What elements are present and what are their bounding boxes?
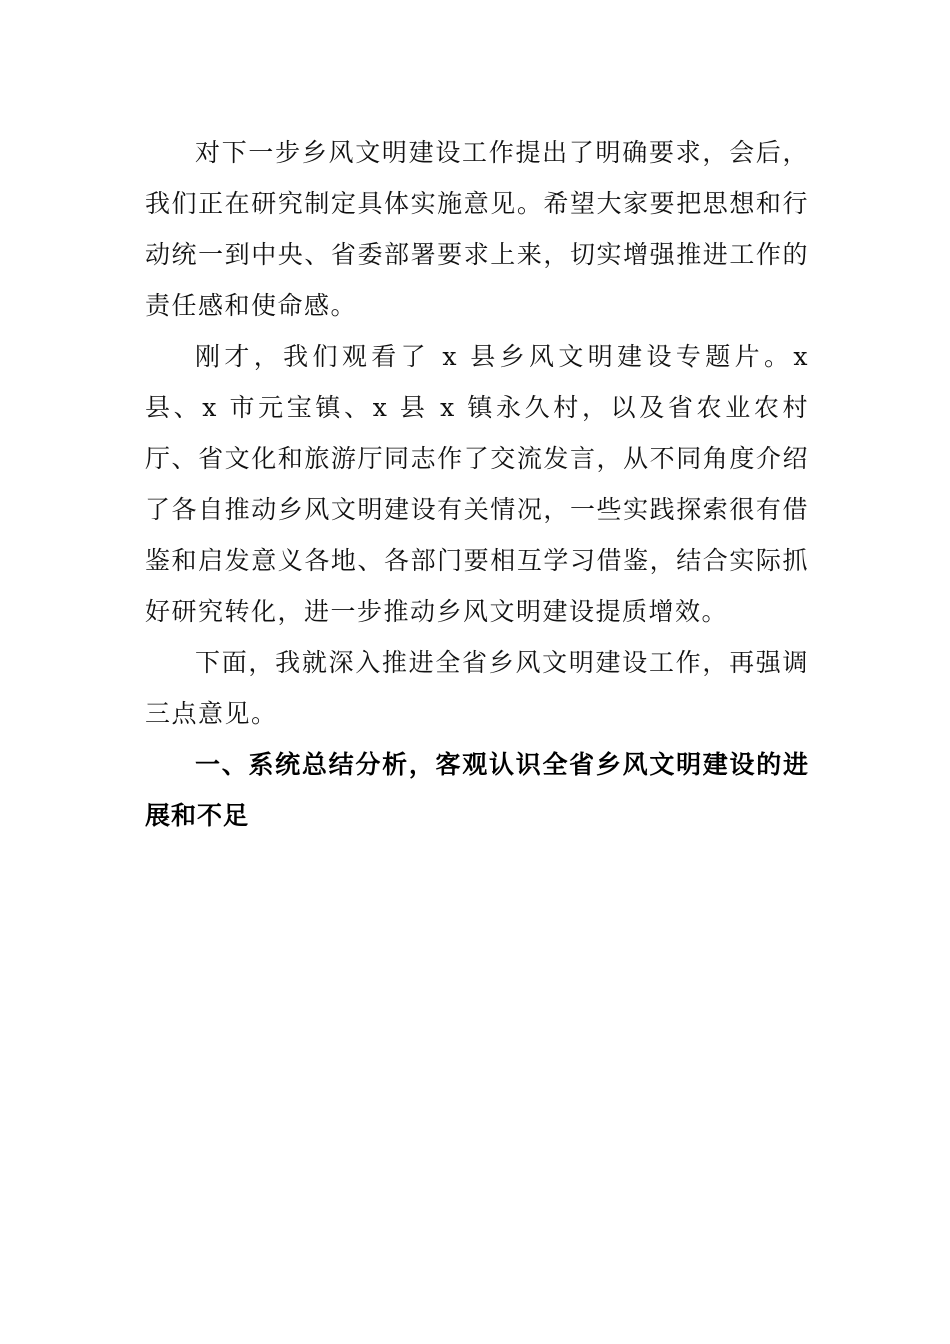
body-paragraph: 对下一步乡风文明建设工作提出了明确要求，会后，我们正在研究制定具体实施意见。希望大家要把思想和行动统一到中央、省委部署要求上来，切实增强推进工作的责任感和使命感。 [145, 138, 809, 320]
body-paragraph: 刚才，我们观看了 x 县乡风文明建设专题片。x 县、x 市元宝镇、x 县 x 镇永久村，以及省农业农村厅、省文化和旅游厅同志作了交流发言，从不同角度介绍了各自推动乡风文明建设有关情况，一些实践探索很有借鉴和启发意义各地、各部门要相互学习借鉴，结合实际抓好研究转化，进一步推动乡风文明建设提质增效。 [145, 342, 809, 626]
section-heading: 一、系统总结分析，客观认识全省乡风文明建设的进展和不足 [145, 750, 809, 830]
body-paragraph: 下面，我就深入推进全省乡风文明建设工作，再强调三点意见。 [145, 648, 809, 728]
document-body [145, 127, 809, 841]
